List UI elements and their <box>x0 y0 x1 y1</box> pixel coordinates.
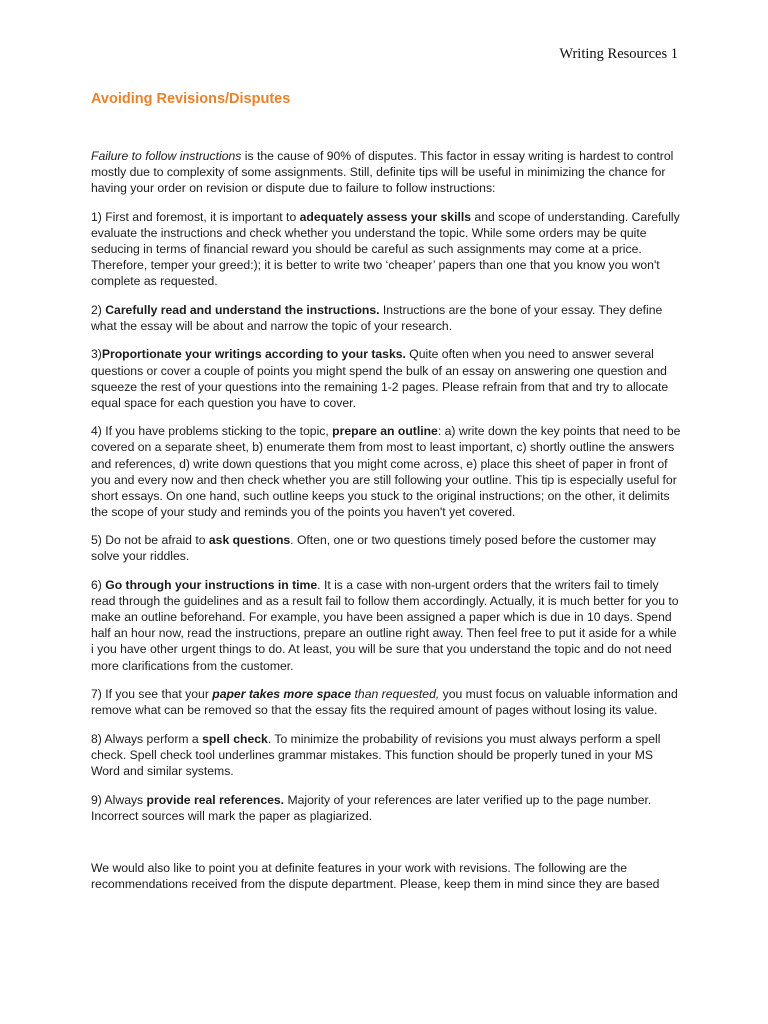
tip-paragraph-6 <box>91 577 681 674</box>
tip-text: you must focus on valuable information and remove what can be removed so that the essay fits the required amount of pages without losing its value. <box>91 687 678 718</box>
body-text <box>91 148 681 904</box>
tip-text: Instructions are the bone of your essay. They define what the essay will be about and narrow the topic of your research. <box>91 302 663 333</box>
tip-prefix: 8) Always perform a <box>91 731 203 746</box>
intro-lead-italic: Failure to follow instructions <box>91 149 242 163</box>
tip-paragraph-1 <box>91 209 681 289</box>
tip-emphasis: ask questions <box>208 533 291 548</box>
tip-paragraph-8 <box>91 731 681 779</box>
tip-paragraph-5 <box>91 532 681 564</box>
closing-paragraph: We would also like to point you at definite features in your work with revisions. The following are the recommendations received from the dispute department. Please, keep them in mind since they are based <box>91 860 660 891</box>
tip-emphasis: prepare an outline <box>332 424 438 439</box>
tip-prefix: 9) Always <box>91 792 147 807</box>
tip-emphasis: spell check <box>202 731 268 746</box>
tip-prefix: 1) First and foremost, it is important to <box>91 209 300 224</box>
tip-text: . To minimize the probability of revisions you must always perform a spell check. Spell check tool underlines grammar mistakes. This function should be properly tuned in your MS Word and similar systems. <box>91 731 661 778</box>
running-head: Writing Resources 1 <box>559 46 678 62</box>
tip-emphasis: Proportionate your writings according to your tasks. <box>101 347 406 362</box>
tip-paragraph-4 <box>91 423 681 520</box>
tip-prefix: 6) <box>91 578 106 593</box>
intro-rest: is the cause of 90% of disputes. This factor in essay writing is hardest to control mostly due to complexity of some assignments. Still, definite tips will be useful in minimizing the chance for having your order on revision or dispute due to failure to follow instructions: <box>91 149 674 196</box>
tip-emphasis: Go through your instructions in time <box>105 578 318 593</box>
section-title: Avoiding Revisions/Disputes <box>91 91 291 107</box>
tip-prefix: 7) If you see that your <box>91 687 213 702</box>
tip-prefix: 3) <box>91 347 102 362</box>
tip-prefix: 2) <box>91 302 106 317</box>
tip-emphasis: Carefully read and understand the instructions. <box>105 302 380 317</box>
tip-text: . It is a case with non-urgent orders that the writers fail to timely read through the guidelines and as a result fail to follow them accordingly. Actually, it is much better for you to make an outline beforehand. For example, you have been assigned a paper which is due in 10 days. Spend half an hour now, read the instructions, prepare an outline right away. Then feel free to put it aside for a while i you have other urgent things to do. At least, you will be sure that you understand the topic and do not need more clarifications from the customer. <box>91 578 679 673</box>
tip-prefix: 4) If you have problems sticking to the topic, <box>91 424 333 439</box>
intro-paragraph <box>91 148 681 196</box>
tip-text: Quite often when you need to answer several questions or cover a couple of points you might spend the bulk of an essay on answering one question and squeeze the rest of your questions into the remaining 1-2 pages. Please refrain from that and try to allocate equal space for each question you have to cover. <box>91 347 669 410</box>
tip-italic: than requested, <box>351 687 440 702</box>
tip-paragraph-2 <box>91 302 681 334</box>
tip-paragraph-9 <box>91 792 681 824</box>
tip-emphasis: adequately assess your skills <box>299 209 472 224</box>
tip-emphasis: paper takes more space <box>212 687 352 702</box>
tip-prefix: 5) Do not be afraid to <box>91 533 209 548</box>
tip-text: . Often, one or two questions timely posed before the customer may solve your riddles. <box>91 533 656 564</box>
tip-emphasis: provide real references. <box>146 792 285 807</box>
tip-text: and scope of understanding. Carefully evaluate the instructions and check whether you understand the topic. While some orders may be quite seducing in terms of financial reward you should be careful as such assignments may come at a price. Therefore, temper your greed:); it is better to write two ‘cheaper’ papers than one that you know you won't complete as requested. <box>91 209 680 289</box>
tip-text: : a) write down the key points that need to be covered on a separate sheet, b) enumerate them from most to least important, c) shortly outline the answers and references, d) write down questions that you might come across, e) place this sheet of paper in front of you and every now and then check whether you are still following your outline. This tip is especially useful for short essays. On one hand, such outline keeps you stuck to the original instructions; on the other, it delimits the scope of your study and reminds you of the points you haven't yet covered. <box>91 424 681 519</box>
tip-paragraph-3 <box>91 346 681 410</box>
tip-paragraph-7 <box>91 686 681 718</box>
tip-text: Majority of your references are later verified up to the page number. Incorrect sources will mark the paper as plagiarized. <box>91 792 652 823</box>
